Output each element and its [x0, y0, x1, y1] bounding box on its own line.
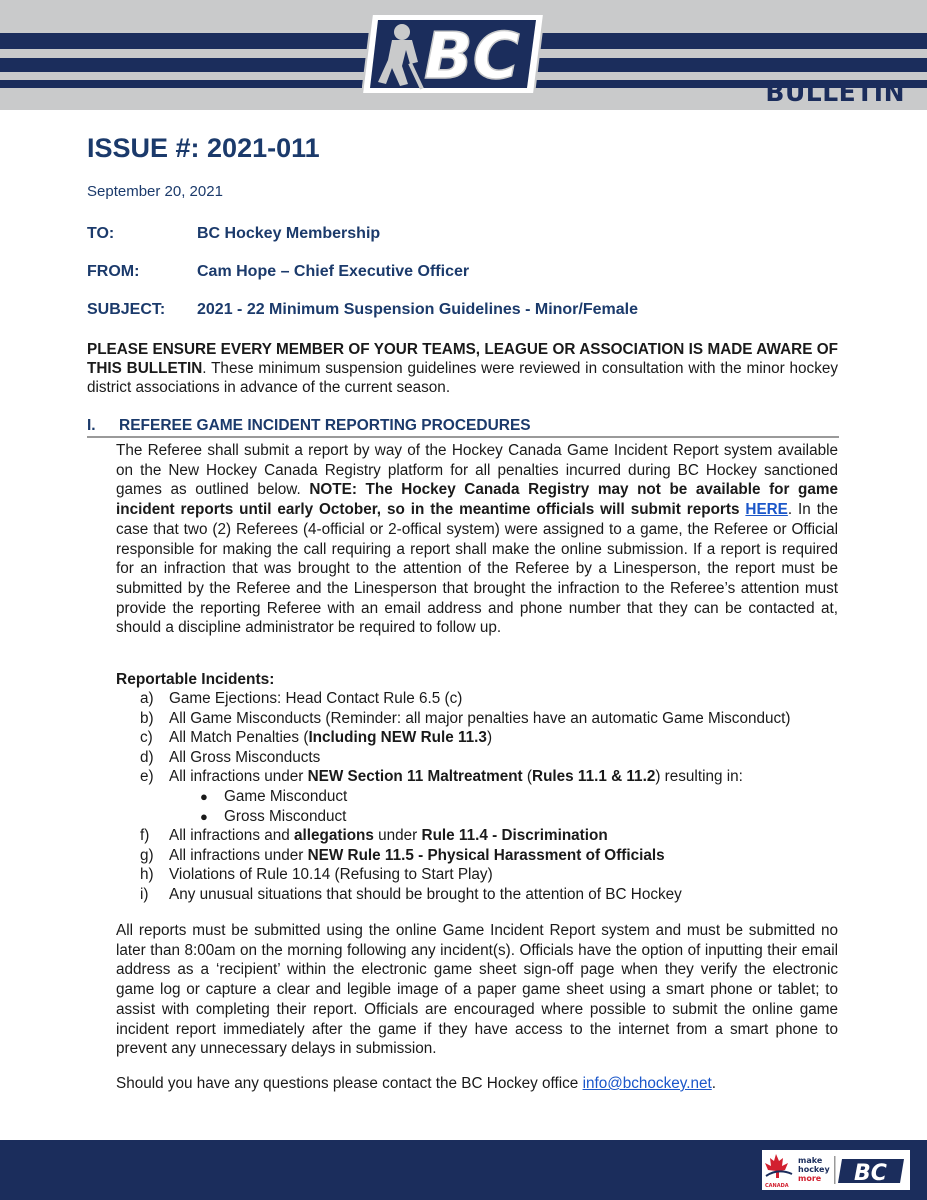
list-item — [140, 846, 840, 866]
sub-list-item — [140, 787, 840, 807]
subject-label: SUBJECT: — [87, 301, 166, 318]
list-item — [140, 689, 840, 709]
intro-bold: PLEASE ENSURE EVERY MEMBER OF YOUR TEAMS, LEAGUE OR ASSOCIATION IS MADE AWARE OF THIS BULLETIN — [87, 341, 838, 377]
to-value: BC Hockey Membership — [197, 225, 381, 242]
section-title: REFEREE GAME INCIDENT REPORTING PROCEDURES — [119, 417, 531, 434]
list-item — [140, 748, 840, 768]
item-bold: allegations — [294, 827, 374, 845]
bc-small-logo — [838, 1159, 904, 1186]
item-bold: Rules 11.1 & 11.2 — [532, 768, 656, 786]
item-text: Game Ejections: Head Contact Rule 6.5 (c) — [169, 690, 463, 707]
from-row — [87, 263, 469, 281]
para1-note: NOTE: The Hockey Canada Registry may not be available for game incident reports until early October, so in the meantime officials will submit reports — [116, 481, 839, 519]
referee-report-paragraph — [116, 441, 838, 638]
list-marker: f) — [140, 827, 150, 845]
bc-small-text: BC — [854, 1161, 887, 1186]
sub-list-item — [140, 807, 840, 827]
subject-value: 2021 - 22 Minimum Suspension Guidelines - Minor/Female — [197, 301, 638, 318]
make-word: make — [798, 1156, 823, 1165]
list-marker: c) — [140, 729, 153, 747]
reportable-heading: Reportable Incidents: — [116, 671, 275, 688]
bullet-icon: ● — [200, 808, 208, 824]
sub-item-text: Game Misconduct — [224, 787, 348, 805]
item-bold: NEW Rule 11.5 - Physical Harassment of Officials — [307, 846, 665, 864]
para1-text: The Referee shall submit a report by way of the Hockey Canada Game Incident Report system available on the New Hockey Canada Registry platform for all penalties incurred during BC Hockey sanctioned games as outlined below. — [116, 442, 838, 499]
item-text: All infractions under — [169, 846, 308, 864]
to-row — [87, 225, 380, 243]
issue-title: ISSUE #: 2021-011 — [87, 133, 320, 163]
contact-end: . — [711, 1075, 717, 1092]
canada-label: CANADA — [765, 1183, 789, 1189]
list-marker: i) — [140, 885, 149, 903]
bullet-icon: ● — [200, 788, 208, 804]
subject-row — [87, 301, 638, 319]
item-text: under — [373, 827, 422, 845]
list-marker: a) — [140, 690, 154, 707]
from-label: FROM: — [87, 263, 140, 280]
item-text: All Game Misconducts (Reminder: all major penalties have an automatic Game Misconduct) — [169, 709, 791, 727]
list-marker: g) — [140, 846, 154, 864]
item-text: All Match Penalties ( — [169, 729, 309, 747]
item-text: All infractions and — [169, 827, 294, 845]
from-value: Cam Hope – Chief Executive Officer — [197, 263, 470, 280]
list-item — [140, 885, 840, 905]
item-text: ( — [522, 768, 533, 786]
list-marker: h) — [140, 866, 154, 884]
intro-paragraph — [87, 340, 838, 397]
here-link[interactable]: HERE — [745, 501, 788, 519]
item-text: Violations of Rule 10.14 (Refusing to Start Play) — [169, 866, 493, 884]
section-number: I. — [87, 417, 96, 434]
to-label: TO: — [87, 225, 115, 242]
item-text: All Gross Misconducts — [169, 748, 321, 766]
bulletin-label: BULLETIN — [765, 78, 905, 107]
list-item — [140, 728, 840, 748]
para1-text-cont: . In the case that two (2) Referees (4-official or 2-offical system) were assigned to a game, the Referee or Official responsible for making the call requiring a report shall make the online submission. If a report is required for an infraction that was brought to the attention of the Referee by a Linesperson, the report must be submitted by the Referee and the Linesperson that brought the infraction to the Referee’s attention must provide the reporting Referee with an email address and phone number that they can be contacted at, should a discipline administrator be required to follow up. — [116, 501, 838, 637]
list-marker: b) — [140, 709, 154, 727]
list-item — [140, 826, 840, 846]
sub-item-text: Gross Misconduct — [224, 807, 347, 825]
item-text: ) resulting in: — [655, 768, 743, 786]
bulletin-header — [0, 0, 927, 110]
more-word: more — [798, 1174, 822, 1183]
email-link[interactable]: info@bchockey.net — [582, 1075, 712, 1092]
maple-leaf-icon — [765, 1154, 792, 1178]
reportable-list — [140, 689, 840, 905]
item-bold: Rule 11.4 - Discrimination — [421, 827, 608, 845]
list-item — [140, 709, 840, 729]
intro-text: . These minimum suspension guidelines were reviewed in consultation with the minor hockey district associations in advance of the current season. — [87, 360, 838, 396]
bc-hockey-logo — [362, 6, 552, 104]
item-text: Any unusual situations that should be brought to the attention of BC Hockey — [169, 885, 682, 903]
item-text: ) — [486, 729, 493, 747]
section-heading — [87, 417, 839, 438]
contact-paragraph — [116, 1075, 716, 1093]
item-bold: NEW Section 11 Maltreatment — [307, 768, 523, 786]
hockey-word: hockey — [798, 1165, 830, 1174]
footer-logo — [762, 1150, 910, 1190]
submission-paragraph: All reports must be submitted using the online Game Incident Report system and must be submitted no later than 8:00am on the morning following any incident(s). Officials have the option of inputting their email address as a ‘recipient’ within the electronic game sheet sign-off page when they verify the electronic game log or capture a clear and legible image of a paper game sheet using a smart phone or tablet; to assist with completing their report. Officials are encouraged where possible to submit the online game incident report immediately after the game if they have access to the internet from a smart phone to prevent any unnecessary delays in submission. — [116, 922, 838, 1058]
list-marker: e) — [140, 768, 154, 786]
list-item — [140, 865, 840, 885]
list-item — [140, 767, 840, 787]
logo-text: BC — [424, 20, 520, 94]
list-marker: d) — [140, 748, 154, 766]
issue-date: September 20, 2021 — [87, 183, 223, 200]
item-bold: Including NEW Rule 11.3 — [308, 729, 487, 747]
item-text: All infractions under — [169, 768, 308, 786]
contact-text: Should you have any questions please contact the BC Hockey office — [116, 1075, 583, 1092]
logo-divider — [834, 1156, 836, 1184]
